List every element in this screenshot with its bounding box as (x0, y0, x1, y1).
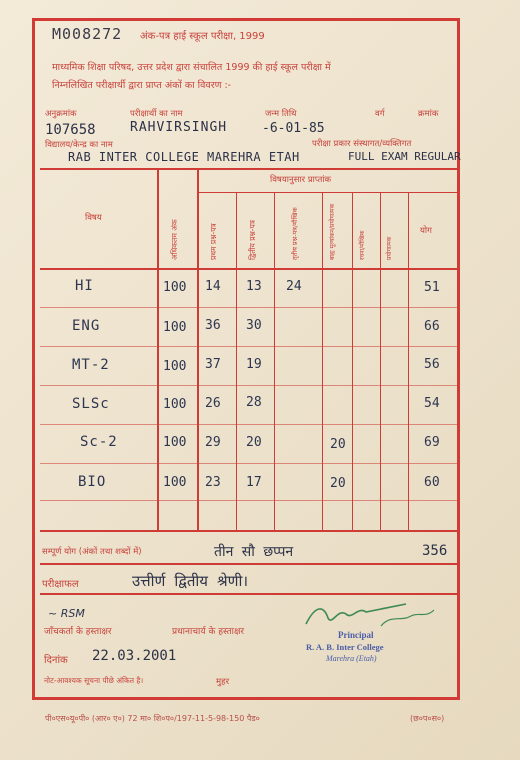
subject-name: SLSc (72, 396, 110, 412)
subject-name: MT-2 (72, 357, 110, 373)
header-paper-3: तृतीय प्रश्न-पत्र/मौखिक (291, 207, 299, 260)
row-sep (40, 463, 460, 464)
max-marks: 100 (163, 280, 187, 295)
subject-total: 56 (424, 357, 440, 372)
col-line-2 (274, 193, 275, 531)
col-line-max (197, 168, 199, 532)
roll-number: 107658 (45, 122, 96, 138)
paper-3-marks: 24 (286, 279, 302, 294)
stamp-line-3: Marehra (Etah) (326, 654, 377, 663)
footer-print-info: पी०एस०यू०पी० (आर० ए०) 72 मा० शि०प०/197-11-5-98-150 पैड० (45, 714, 260, 723)
footer-code: (छ०प०स०) (410, 714, 445, 723)
header-practical: प्रयोगात्मक (386, 236, 393, 260)
row-sep (40, 385, 460, 386)
header-total: योग (420, 226, 432, 236)
serial-number: M008272 (52, 25, 123, 43)
row-sep (40, 307, 460, 308)
label-checker-sign: जाँचकर्ता के हस्ताक्षर (44, 627, 112, 637)
grand-total-figure: 356 (422, 543, 448, 559)
paper-1-marks: 26 (205, 396, 221, 411)
max-marks: 100 (163, 397, 187, 412)
label-dob: जन्म तिथि (265, 109, 297, 119)
row-sep (40, 500, 460, 501)
max-marks: 100 (163, 359, 187, 374)
paper-1-marks: 36 (205, 318, 221, 333)
label-class: वर्ग (375, 109, 385, 119)
label-roll: अनुक्रमांक (45, 109, 77, 119)
date-of-birth: -6-01-85 (262, 121, 325, 136)
label-exam-type: परीक्षा प्रकार संस्थागत/व्यक्तिगत (312, 139, 412, 149)
school-name: RAB INTER COLLEGE MAREHRA ETAH (68, 150, 300, 164)
paper-1-marks: 29 (205, 435, 221, 450)
intro-line-2: निम्नलिखित परीक्षार्थी द्वारा प्राप्त अंकों का विवरण :- (52, 80, 232, 91)
table-bottom-line (40, 530, 460, 532)
header-oral: रचना/मौखिक (359, 230, 366, 260)
practical-marks: 20 (330, 476, 346, 491)
row-sep (40, 424, 460, 425)
max-marks: 100 (163, 435, 187, 450)
label-principal-sign: प्रधानाचार्य के हस्ताक्षर (172, 627, 245, 637)
paper-2-marks: 30 (246, 318, 262, 333)
header-subject: विषय (85, 213, 102, 223)
label-school: विद्यालय/केन्द्र का नाम (45, 140, 113, 150)
col-line-subject (157, 168, 159, 532)
subject-total: 51 (424, 280, 440, 295)
checker-signature: ~ RSM (48, 607, 85, 620)
paper-1-marks: 37 (205, 357, 221, 372)
label-result: परीक्षाफल (42, 579, 79, 590)
intro-line-1: माध्यमिक शिक्षा परिषद, उत्तर प्रदेश द्वारा संचालित 1999 की हाई स्कूल परीक्षा में (52, 62, 331, 73)
subject-name: BIO (78, 474, 107, 490)
subject-total: 54 (424, 396, 440, 411)
paper-2-marks: 17 (246, 475, 262, 490)
certificate-title: अंक-पत्र हाई स्कूल परीक्षा, 1999 (140, 31, 265, 42)
label-serial: क्रमांक (418, 109, 439, 119)
note: नोट-आवश्यक सूचना पीछे अंकित है। (44, 676, 144, 685)
header-obtained: विषयानुसार प्राप्तांक (270, 175, 332, 185)
col-line-4 (352, 193, 353, 531)
exam-type: FULL EXAM REGULAR (348, 150, 461, 163)
seal-label: मुहर (216, 677, 230, 687)
col-line-6 (408, 193, 409, 531)
label-date: दिनांक (44, 655, 68, 666)
student-name: RAHVIRSINGH (130, 120, 228, 135)
grand-total-line (40, 563, 460, 565)
result-line (40, 593, 460, 595)
stamp-line-2: R. A. B. Inter College (306, 642, 384, 652)
header-paper-2: द्वितीय प्रश्न-पत्र (248, 220, 257, 260)
subject-name: HI (75, 278, 94, 294)
row-sep (40, 346, 460, 347)
table-header-line (40, 268, 460, 270)
col-line-5 (380, 193, 381, 531)
paper-2-marks: 13 (246, 279, 262, 294)
subject-total: 66 (424, 319, 440, 334)
max-marks: 100 (163, 320, 187, 335)
table-top-line (40, 168, 460, 170)
paper-2-marks: 20 (246, 435, 262, 450)
practical-marks: 20 (330, 437, 346, 452)
label-name: परीक्षार्थी का नाम (130, 109, 183, 119)
paper-1-marks: 14 (205, 279, 221, 294)
label-grand-total: सम्पूर्ण योग (अंकों तथा शब्दों में) (42, 547, 142, 557)
subject-name: Sc-2 (80, 434, 118, 450)
paper-2-marks: 28 (246, 395, 262, 410)
col-line-1 (236, 193, 237, 531)
subject-total: 60 (424, 475, 440, 490)
result-value: उत्तीर्ण द्वितीय श्रेणी। (132, 572, 249, 590)
header-max-marks: अधिकतम अंक (170, 219, 179, 260)
subject-total: 69 (424, 435, 440, 450)
header-external: बाह्य मूल्यांकन/प्रयोगात्मक (329, 203, 336, 260)
principal-stamp (286, 600, 441, 670)
issue-date: 22.03.2001 (92, 648, 177, 664)
max-marks: 100 (163, 475, 187, 490)
paper-2-marks: 19 (246, 357, 262, 372)
stamp-line-1: Principal (338, 630, 374, 640)
col-line-3 (322, 193, 323, 531)
header-paper-1: प्रथम प्रश्न-पत्र (209, 223, 218, 260)
paper-1-marks: 23 (205, 475, 221, 490)
grand-total-words: तीन सौ छप्पन (214, 544, 294, 560)
subject-name: ENG (72, 318, 101, 334)
